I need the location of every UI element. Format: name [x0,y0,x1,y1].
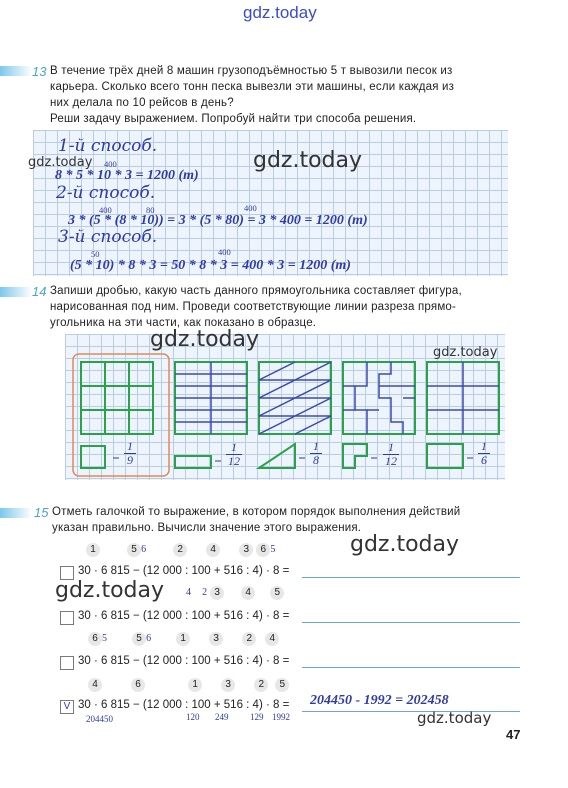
fraction: $\frac{1}{12}$ [385,440,397,468]
header-watermark: gdz.today [243,3,317,22]
watermark: gdz.today [417,709,492,727]
rect-diagonals [259,362,331,434]
calc-note: 400 [244,203,257,213]
order-marks: 1 5 6 2 4 3 6 5 [86,543,306,557]
task-line: нарисованная под ним. Проведи соответствующие линии разреза прямо- [50,301,457,313]
task-line: Отметь галочкой то выражение, в котором порядок выполнения действий [52,506,461,518]
fraction: $\frac{1}{12}$ [228,440,240,468]
calc-note: 400 [218,247,231,257]
task-number: 14 [32,284,47,299]
method2-label: 2-й способ. [56,183,156,203]
piece-triangle [259,444,295,468]
task-line: указан правильно. Вычисли значение этого выражения. [52,522,362,534]
answer-line [302,577,520,578]
rect-3x3 [81,362,153,434]
task-bar [0,287,32,297]
piece-rect [427,444,463,468]
task-line: них делала по 10 рейсов в день? [50,97,234,109]
calc-note: 129 [250,712,264,722]
task-number: 13 [32,64,47,79]
checkbox[interactable] [60,611,74,625]
piece-square [81,446,105,468]
calc-note: 400 [99,205,112,215]
fraction: $\frac{1}{8}$ [310,440,322,467]
rect-six-parts [427,362,499,434]
expression: 30 · 6 815 − (12 000 : 100 + 516 : 4) · 8 = [78,565,290,577]
order-marks: 4 2 3 4 5 [186,586,306,600]
task-line: В течение трёх дней 8 машин грузоподъёмностью 5 т вывозили песок из [50,65,453,77]
task-line: угольника на эти части, как показано в образце. [50,317,317,329]
task14-text [50,283,520,331]
calc-note: 1992 [272,712,290,722]
page-number: 47 [506,727,521,742]
expression: 30 · 6 815 − (12 000 : 100 + 516 : 4) · 8 = [78,699,290,711]
task-bar [0,508,32,518]
final-answer: 204450 - 1992 = 202458 [310,693,449,708]
fraction: $\frac{1}{9}$ [124,440,136,467]
task-number: 15 [34,505,49,520]
calc-note: 249 [215,712,229,722]
piece-strip [175,456,211,468]
calc2: 3 * (5 * (8 * 10)) = 3 * (5 * 80) = 3 * 400 = 1200 (т) [68,213,368,228]
task-bar [0,66,32,76]
calc3: (5 * 10) * 8 * 3 = 50 * 8 * 3 = 400 * 3 = 1200 (т) [70,258,351,273]
rect-l-shapes [343,362,415,434]
watermark: gdz.today [150,327,260,352]
order-marks: 6 5 5 6 1 3 2 4 [88,632,308,646]
fraction: $\frac{1}{6}$ [478,440,490,467]
piece-l [343,444,367,468]
watermark: gdz.today [253,148,363,173]
watermark: gdz.today [433,345,498,360]
calc-note: 204450 [86,714,113,724]
answer-line [302,667,520,668]
calc1: 8 * 5 * 10 * 3 = 1200 (т) [55,168,199,183]
calc-note: 80 [146,205,155,215]
watermark: gdz.today [28,155,93,170]
calc-note: 50 [91,249,100,259]
calc-note: 120 [186,712,200,722]
method3-label: 3-й способ. [58,227,158,247]
checkbox-checked[interactable]: V [60,700,74,714]
watermark: gdz.today [350,532,460,557]
calc-note: 400 [104,159,117,169]
expression: 30 · 6 815 − (12 000 : 100 + 516 : 4) · 8 = [78,610,290,622]
task-instruction: Реши задачу выражением. Попробуй найти три способа решения. [50,113,417,125]
order-marks: 4 6 1 3 2 5 [88,678,308,692]
sample-frame [73,354,169,476]
method1-label: 1-й способ. [58,136,158,156]
watermark: gdz.today [55,578,165,603]
dashes [113,458,473,461]
expression: 30 · 6 815 − (12 000 : 100 + 516 : 4) · 8 = [78,655,290,667]
checkbox[interactable] [60,656,74,670]
task13-text [50,63,520,127]
task-line: карьера. Сколько всего тонн песка вывезли эти машины, если каждая из [50,81,455,93]
answer-line [302,622,520,623]
task-line: Запиши дробью, какую часть данного прямоугольника составляет фигура, [50,285,462,297]
rect-stripes [175,362,247,434]
